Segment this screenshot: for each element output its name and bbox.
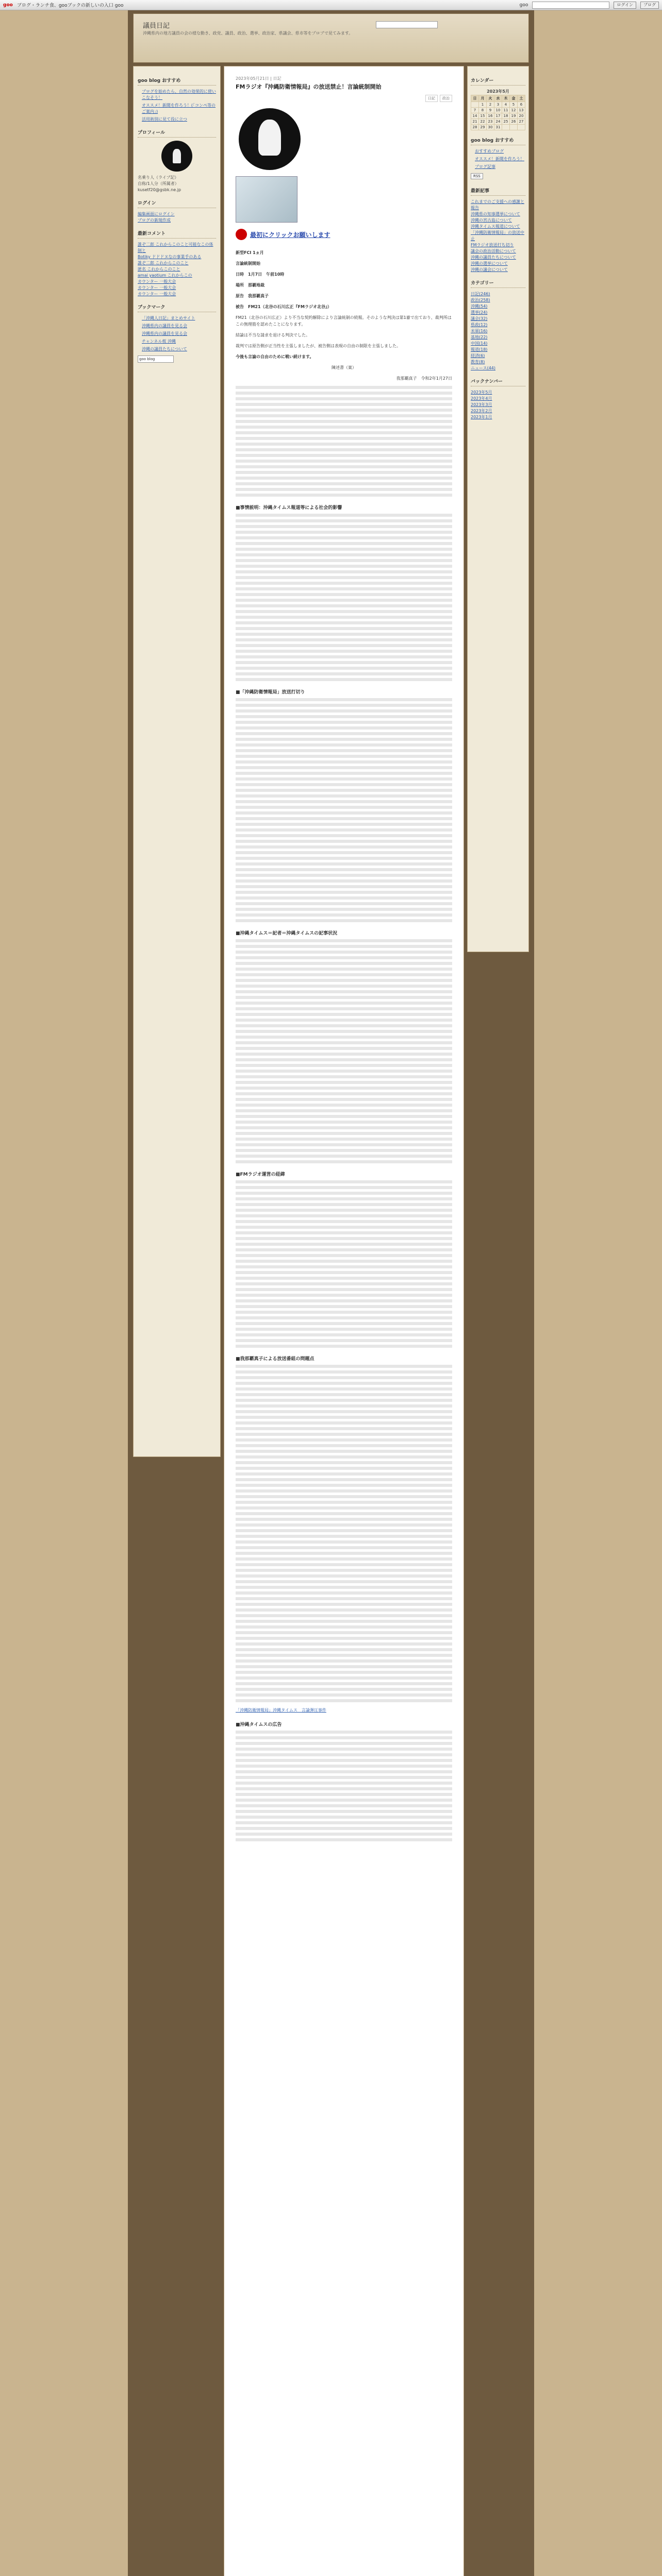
intro-line: 日時 1月7日 午前10時 [236,272,285,277]
profile-avatar[interactable] [161,141,192,172]
body-paragraph: 被告 FM21（北谷の石川広正『FMラジオ北谷』） [236,304,332,309]
top-toolbar [0,0,662,10]
intro-line: 原告 我那覇真子 [236,294,269,298]
comment-item[interactable]: カウンター 一般大会 [138,292,176,296]
right-sidebar [467,66,529,952]
cal-day[interactable]: 17 [494,113,502,119]
comment-item[interactable]: 匿名 これからこのこと [138,267,180,272]
cal-head: 日 [471,95,479,102]
recent-post-link[interactable]: 沖縄の議員たちについて [471,255,516,260]
intro-line: 言論統制開始 [236,261,260,266]
blog-title[interactable]: 議員日記 [143,22,170,30]
cal-day[interactable]: 30 [487,125,494,130]
cal-day[interactable]: 11 [502,108,510,113]
profile-id: 自称/1人分（所属者） [138,181,179,186]
cal-day[interactable]: 24 [494,119,502,125]
text-block [236,386,452,497]
bookmark-link[interactable]: 沖縄の議員たちについて [142,347,187,351]
cal-day[interactable]: 18 [502,113,510,119]
cal-day[interactable]: 22 [479,119,487,125]
blog-description: 沖縄県内の地方議員の会の様な動き、政党、議員、政治、選挙、政治家、県議会、県市等をプロブで見てみます。 [143,31,353,36]
recent-post-link[interactable]: これまでのご支援への感謝と報告 [471,199,524,210]
cal-day[interactable]: 29 [479,125,487,130]
bookmark-link[interactable]: チャンネル桜 沖縄 [142,339,176,344]
intro-line: 場所 那覇地裁 [236,283,264,287]
calendar [471,95,525,130]
cal-head: 火 [487,95,494,102]
cal-day[interactable]: 5 [510,102,518,108]
ad-link[interactable]: ブログを始めたら、自然の効果的に使いこなそう！ [142,89,216,100]
section-heading: ■事情説明：沖縄タイムス報道等による社会的影響 [236,505,342,511]
toolbar-search-input[interactable] [532,2,609,9]
ad-link[interactable]: オススメ！新聞を作ろう！(「コンペ等のご案内」) [142,103,216,114]
recent-post-link[interactable]: 沖縄県の知事選挙について [471,212,520,216]
category-link[interactable]: 沖縄(54) [471,304,488,309]
comment-item[interactable]: カウンター 一般大会 [138,285,176,290]
cal-day[interactable]: 20 [518,113,525,119]
cal-day[interactable]: 7 [471,108,479,113]
comment-item[interactable]: 誰ぞ二郎 これからこのこと [138,261,189,265]
backnumber-link[interactable]: 2023年4月 [471,396,492,401]
cal-head: 金 [510,95,518,102]
bookmark-link[interactable]: 「沖縄人日記」まとめサイト [142,316,195,320]
statement-author: 我那覇真子 令和2年1月27日 [396,376,452,381]
wolf-logo-image [239,108,301,170]
login-section-title: ログイン [138,199,216,208]
comments-section-title: 最新コメント [138,230,216,239]
category-link[interactable]: 政治(258) [471,298,490,302]
article-link[interactable]: 「沖縄防衛情報局」沖縄タイムス 言論弾圧事件 [236,1708,326,1713]
text-block [236,514,452,681]
recent-post-link[interactable]: 沖縄タイムス報道について [471,224,520,229]
text-block [236,1365,452,1702]
category-link[interactable]: 経済(6) [471,353,485,358]
cal-day[interactable]: 9 [487,108,494,113]
cal-day[interactable]: 21 [471,119,479,125]
ad-section-title: goo blog おすすめ [138,77,216,86]
category-link[interactable]: 報道(18) [471,347,488,352]
cal-day[interactable]: 26 [510,119,518,125]
cal-day[interactable]: 2 [487,102,494,108]
body-paragraph: FM21（北谷の石川広正）より不当な契約解除により言論統制の続報。そのような判決は第1審で出ており、裁判所はこの無理筋を認めたことになります。 [236,315,452,327]
goo-blog-badge[interactable]: goo blog [138,355,174,363]
recent-post-link[interactable]: 沖縄の宮古島について [471,218,512,223]
cal-day[interactable] [510,125,518,130]
cal-day[interactable]: 10 [494,108,502,113]
login-button[interactable]: ログイン [614,2,636,9]
cal-day[interactable]: 15 [479,113,487,119]
post-title[interactable]: FMラジオ『沖縄防衛情報局』の放送禁止！言論統制開始 [236,83,382,90]
goo-recommend-link[interactable]: おすすめブログ [475,149,504,154]
bookmark-link[interactable]: 沖縄県内の議員を見る会 [142,324,187,328]
cal-day[interactable]: 4 [502,102,510,108]
cal-day[interactable] [471,102,479,108]
section-heading: ■FMラジオ運営の経緯 [236,1172,285,1177]
header-search-input[interactable] [376,21,438,28]
ad-link[interactable]: 活用術別に見て役に立つ [142,117,187,122]
backnumber-link[interactable]: 2023年2月 [471,409,492,413]
recent-post-link[interactable]: 沖縄の選挙について [471,261,508,266]
profile-section-title: プロフィール [138,129,216,138]
category-link[interactable]: 米軍(16) [471,329,488,333]
recent-post-link[interactable]: 沖縄の議会について [471,267,508,272]
goo-recommend-link[interactable]: ブログ記事 [475,164,495,169]
body-paragraph: 今後も言論の自由のために戦い続けます。 [236,354,314,359]
backnumber-link[interactable]: 2023年1月 [471,415,492,419]
recent-post-link[interactable]: 議会の政治活動について [471,249,516,253]
cal-day[interactable]: 31 [494,125,502,130]
backnumber-link[interactable]: 2023年3月 [471,402,492,407]
cal-day[interactable]: 16 [487,113,494,119]
cal-head: 木 [502,95,510,102]
category-link[interactable]: ニュース(44) [471,366,496,370]
category-link[interactable]: 基地(22) [471,335,488,340]
cal-day[interactable]: 1 [479,102,487,108]
section-heading: ■沖縄タイムスの広告 [236,1722,282,1727]
recent-post-link[interactable]: 「沖縄防衛情報局」の放送中止 [471,230,524,241]
left-sidebar [133,66,221,1457]
comment-item[interactable]: Botiky ドドドヌなの事業手のある [138,255,202,259]
profile-email: kusetf20@gsbk.ne.jp [138,188,181,192]
cal-day[interactable]: 23 [487,119,494,125]
text-block [236,698,452,922]
click-banner-text[interactable]: 最初にクリックお願いします [250,231,330,239]
profile-name: 名乗り人（ライブ記） [138,175,179,180]
post-tag[interactable]: 日記 [425,95,438,102]
login-link[interactable]: 編集画面にログイン [138,212,175,216]
new-blog-link[interactable]: ブログの新規作成 [138,218,171,223]
cal-head: 月 [479,95,487,102]
post-tags [236,95,452,102]
calendar-title: カレンダー [471,77,525,86]
category-link[interactable]: 教育(8) [471,360,485,364]
cal-day[interactable]: 28 [471,125,479,130]
cal-day[interactable] [518,125,525,130]
backnumber-link[interactable]: 2023年5月 [471,390,492,395]
categories-title: カテゴリー [471,279,525,288]
category-link[interactable]: 中国(14) [471,341,488,346]
section-heading: ■我那覇真子による放送番組の問題点 [236,1357,315,1362]
toolbar-right-logo[interactable]: goo [519,2,528,8]
cal-day[interactable]: 25 [502,119,510,125]
intro-line: 新型FCI 1ヵ月 [236,250,264,255]
bookmark-section-title: ブックマーク [138,303,216,312]
text-block [236,1180,452,1348]
recent-post-link[interactable]: FMラジオ放送打ち切り [471,243,514,247]
blog-header [133,13,529,63]
category-link[interactable]: 日記(246) [471,292,490,296]
calendar-month: 2023年5月 [487,89,509,94]
body-paragraph: 結論は不当な請求を退ける判決でした。 [236,333,310,337]
cal-day[interactable]: 3 [494,102,502,108]
category-link[interactable]: 選挙(24) [471,310,488,315]
cal-head: 土 [518,95,525,102]
rss-button[interactable]: RSS [471,173,483,179]
text-block [236,1731,452,1841]
comment-item[interactable]: カウンター 一般大会 [138,279,176,284]
goo-recommend-link[interactable]: オススメ！新聞を作ろう！ [475,157,524,161]
text-block [236,939,452,1163]
section-heading: ■「沖縄防衛情報局」放送打切り [236,690,305,695]
recent-posts-title: 最新記事 [471,187,525,196]
comment-item[interactable]: 誰ぞ二郎 これからこのこと可能なこの体制と [138,242,213,253]
blog-button[interactable]: ブログ [640,2,659,9]
cal-day[interactable]: 8 [479,108,487,113]
cal-day[interactable]: 14 [471,113,479,119]
goo-recommend-title: goo blog おすすめ [471,137,525,145]
statement-title: 陳述書（案） [332,365,356,370]
category-link[interactable]: 県政(12) [471,323,488,327]
category-link[interactable]: 議会(32) [471,316,488,321]
click-banner[interactable] [236,229,452,240]
cal-day[interactable]: 27 [518,119,525,125]
goo-logo[interactable]: goo [3,2,13,8]
backnumber-title: バックナンバー [471,378,525,386]
post-tag[interactable]: 政治 [440,95,452,102]
comment-item[interactable]: amai yaotium これからこの [138,273,192,278]
bookmark-link[interactable]: 沖縄県内の議員を見る会 [142,331,187,336]
book-cover-image[interactable] [236,176,297,223]
section-heading: ■沖縄タイムス＝記者＝沖縄タイムスの記事状況 [236,931,338,936]
main-content [224,66,464,2576]
cal-day[interactable]: 13 [518,108,525,113]
cal-head: 水 [494,95,502,102]
post-date: 2023年05月21日 | 日記 [236,76,282,81]
body-paragraph: 裁判では原告側が正当性を主張しましたが、被告側は表現の自由の制限を主張しました。 [236,344,401,348]
cal-day[interactable] [502,125,510,130]
cal-day[interactable]: 12 [510,108,518,113]
cal-day[interactable]: 6 [518,102,525,108]
toolbar-tagline: ブログ・ランチ食、gooブックの新しいの入口 goo [16,3,124,8]
ranking-icon [236,229,247,240]
cal-day[interactable]: 19 [510,113,518,119]
